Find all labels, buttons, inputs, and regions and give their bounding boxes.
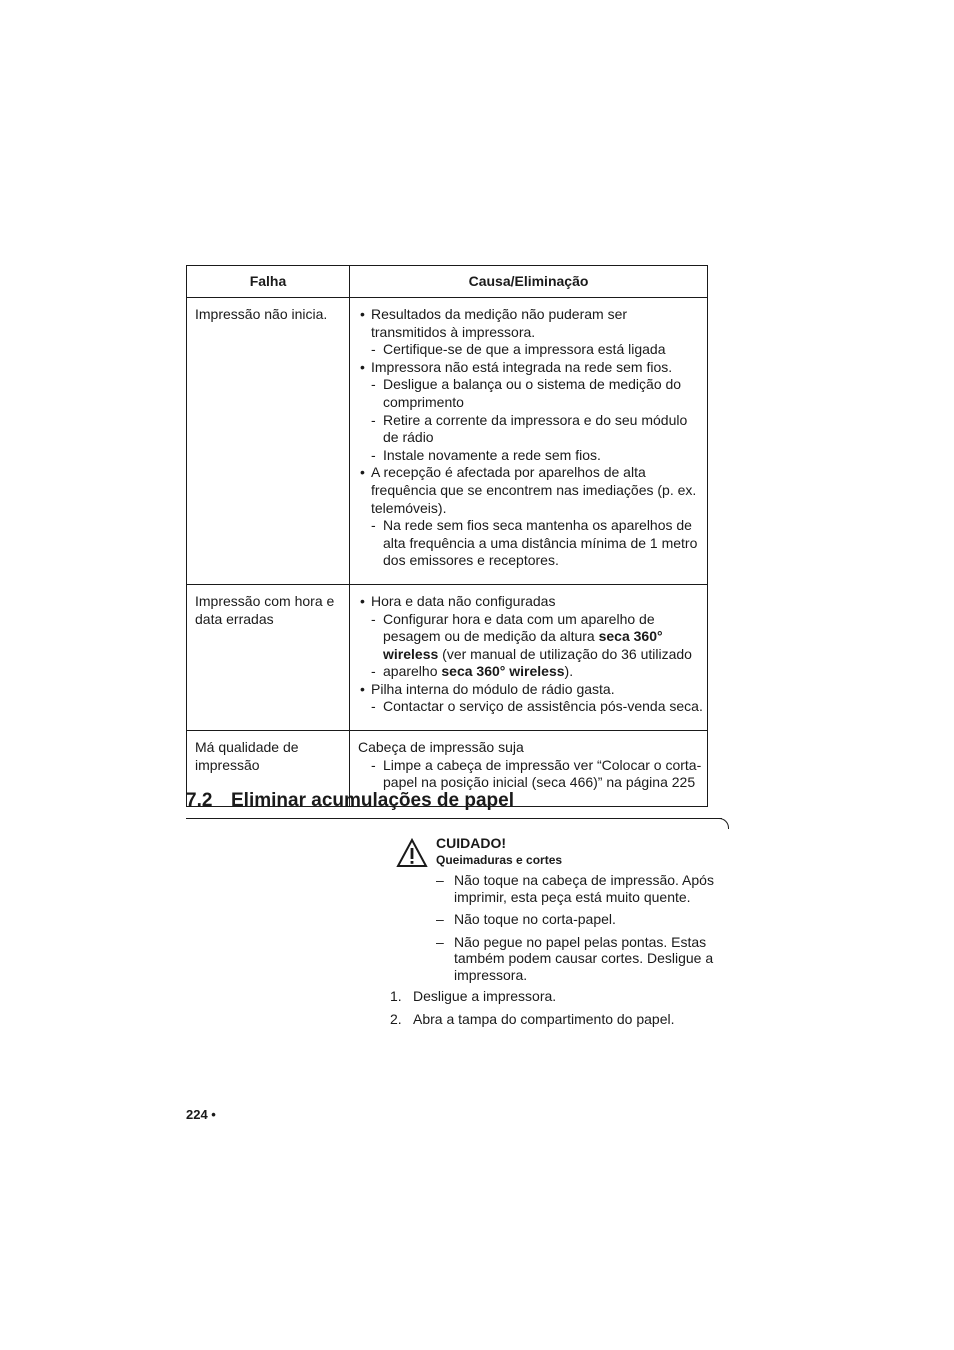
step-number: 1. (390, 988, 402, 1004)
cause-sub: - Retire a corrente da impressora e do seu módulo de rádio (358, 412, 704, 447)
warning-triangle-icon (396, 838, 428, 868)
section-rule-corner (718, 818, 729, 829)
sub-text: aparelho (383, 663, 442, 680)
section-number: 7.2 (186, 790, 213, 811)
caution-heading: CUIDADO! (436, 835, 506, 851)
cause-sub: - Certifique-se de que a impressora está ligada (358, 341, 704, 359)
cause-bullet: • A recepção é afectada por aparelhos de alta frequência que se encontrem nas imediações (p. ex. telemóveis). (358, 464, 704, 517)
dash-marker: – (436, 933, 444, 950)
cause-bullet: • Impressora não está integrada na rede sem fios. (358, 359, 704, 377)
list-item (436, 872, 726, 905)
section-title: Eliminar acumulações de papel (231, 790, 514, 811)
page-number: 224 • (186, 1107, 216, 1122)
header-fault: Falha (187, 266, 350, 298)
list-item (390, 1011, 730, 1028)
header-cause: Causa/Eliminação (350, 266, 708, 298)
cause-sub (358, 663, 704, 681)
product-name: seca 360° wireless (383, 628, 663, 662)
list-item-text: Não pegue no papel pelas pontas. Estas também podem causar cortes. Desligue a impressora. (454, 933, 714, 983)
warning-list (436, 872, 726, 989)
step-text: Desligue a impressora. (413, 988, 557, 1004)
sub-text: ). (564, 663, 574, 680)
table-row (187, 298, 708, 585)
dash-marker: – (436, 872, 444, 888)
steps-list (390, 988, 730, 1033)
fault-cell: Impressão não inicia. (187, 298, 350, 585)
cause-sub (358, 611, 704, 664)
table-header-row (187, 266, 708, 298)
step-number: 2. (390, 1010, 402, 1027)
section-heading (186, 790, 514, 812)
list-item-text: Não toque na cabeça de impressão. Após imprimir, esta peça está muito quente. (454, 872, 714, 905)
list-item (390, 988, 730, 1005)
cause-sub: - Instale novamente a rede sem fios. (358, 447, 704, 465)
fault-cell: Impressão com hora e data erradas (187, 584, 350, 730)
dash-marker: – (436, 911, 444, 927)
cause-sub: - Contactar o serviço de assistência pós-venda seca. (358, 698, 704, 716)
list-item (436, 934, 726, 984)
troubleshooting-table (186, 265, 708, 807)
table-row (187, 584, 708, 730)
cause-sub: - Desligue a balança ou o sistema de medição do comprimento (358, 376, 704, 411)
sub-text: Configurar hora e data com um aparelho de pesagem ou de medição da altura (383, 610, 655, 645)
cause-bullet: • Pilha interna do módulo de rádio gasta. (358, 681, 704, 699)
product-name: seca 360° wireless (441, 663, 565, 680)
caution-subheading: Queimaduras e cortes (436, 853, 563, 867)
section-rule (186, 818, 722, 819)
sub-text: (ver manual de utilização do 36 utilizado (438, 645, 692, 662)
cause-cell (350, 584, 708, 730)
cause-lead: Cabeça de impressão suja (358, 739, 524, 756)
cause-bullet: • Resultados da medição não puderam ser transmitidos à impressora. (358, 306, 704, 341)
fault-cell: Má qualidade de impressão (187, 731, 350, 807)
step-text: Abra a tampa do compartimento do papel. (413, 1010, 675, 1027)
cause-sub: - Limpe a cabeça de impressão ver “Colocar o corta-papel na posição inicial (seca 466)” na página 225 (358, 757, 704, 792)
list-item-text: Não toque no corta-papel. (454, 911, 616, 927)
cause-sub: - Na rede sem fios seca mantenha os aparelhos de alta frequência a uma distância mínima de 1 metro dos emissores e receptores. (358, 517, 704, 570)
cause-cell (350, 298, 708, 585)
cause-bullet: • Hora e data não configuradas (358, 593, 704, 611)
list-item (436, 911, 726, 928)
